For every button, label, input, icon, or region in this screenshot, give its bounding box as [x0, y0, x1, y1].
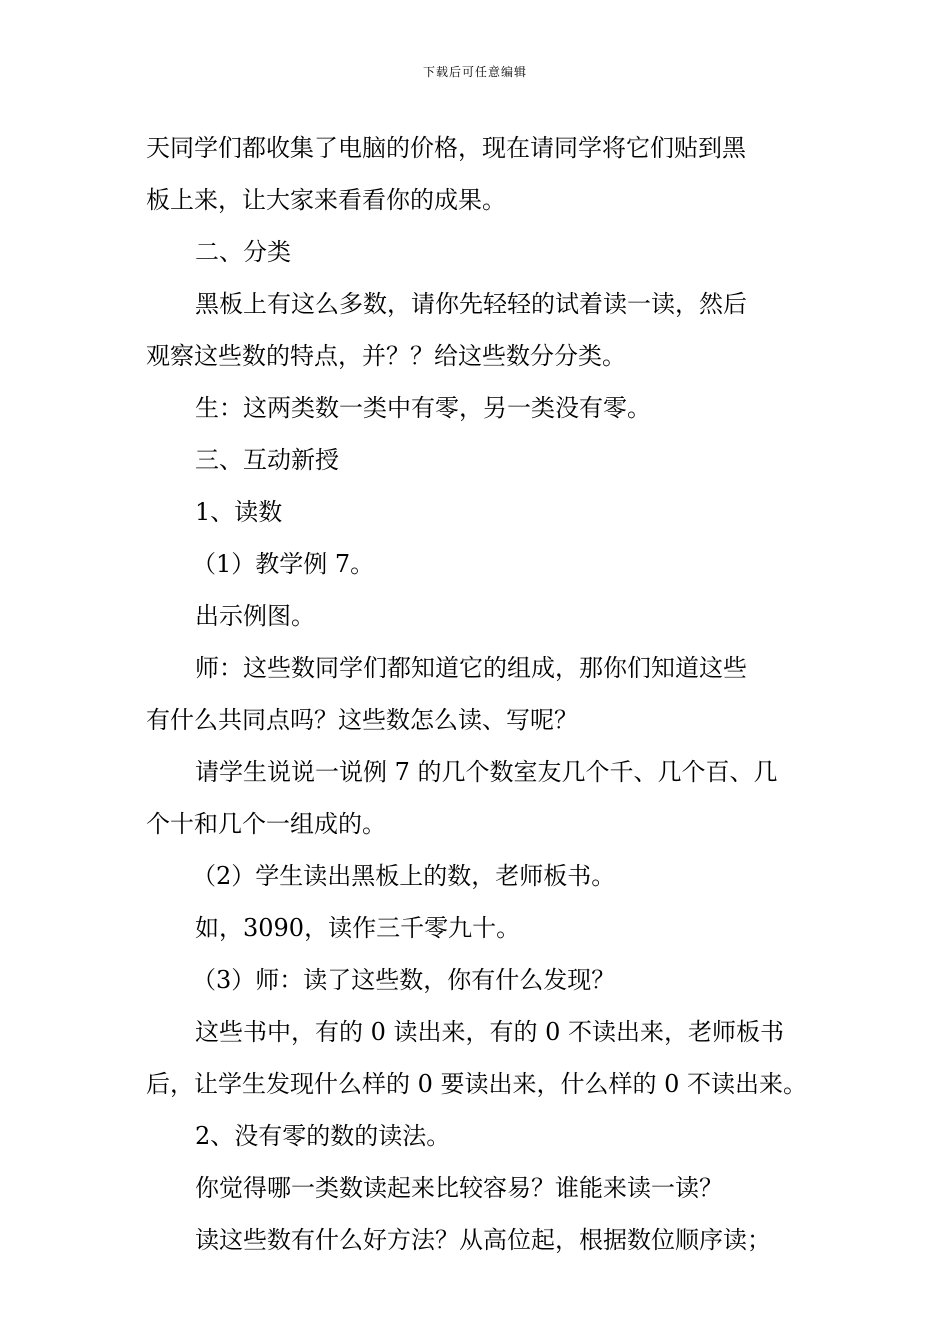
paragraph-line: 天同学们都收集了电脑的价格，现在请同学将它们贴到黑 [146, 134, 746, 162]
paragraph-line: 后，让学生发现什么样的 0 要读出来，什么样的 0 不读出来。 [146, 1070, 808, 1098]
subsection-heading: 1、读数 [195, 498, 283, 526]
page-header: 下载后可任意编辑 [422, 65, 527, 79]
paragraph-line: 读这些数有什么好方法？从高位起，根据数位顺序读； [195, 1226, 771, 1254]
paragraph-line: （1）教学例 7。 [192, 550, 375, 578]
paragraph-line: 个十和几个一组成的。 [146, 810, 386, 838]
paragraph-line: （3）师：读了这些数，你有什么发现？ [192, 966, 616, 994]
paragraph-line: 生：这两类数一类中有零，另一类没有零。 [195, 394, 651, 422]
paragraph-line: 这些书中，有的 0 读出来，有的 0 不读出来，老师板书 [195, 1018, 785, 1046]
subsection-heading: 2、没有零的数的读法。 [195, 1122, 451, 1150]
paragraph-line: 黑板上有这么多数，请你先轻轻的试着读一读，然后 [195, 290, 747, 318]
paragraph-line: 板上来，让大家来看看你的成果。 [146, 186, 506, 214]
paragraph-line: 师：这些数同学们都知道它的组成，那你们知道这些 [195, 654, 747, 682]
paragraph-line: 如，3090，读作三千零九十。 [195, 914, 521, 942]
paragraph-line: 你觉得哪一类数读起来比较容易？谁能来读一读？ [195, 1174, 723, 1202]
paragraph-line: 观察这些数的特点，并？？给这些数分分类。 [146, 342, 626, 370]
paragraph-line: （2）学生读出黑板上的数，老师板书。 [192, 862, 616, 890]
paragraph-line: 请学生说说一说例 7 的几个数室友几个千、几个百、几 [195, 758, 778, 786]
section-heading: 三、互动新授 [195, 446, 339, 474]
section-heading: 二、分类 [195, 238, 291, 266]
paragraph-line: 有什么共同点吗？这些数怎么读、写呢？ [146, 706, 578, 734]
paragraph-line: 出示例图。 [195, 602, 315, 630]
document-body [146, 122, 826, 1266]
